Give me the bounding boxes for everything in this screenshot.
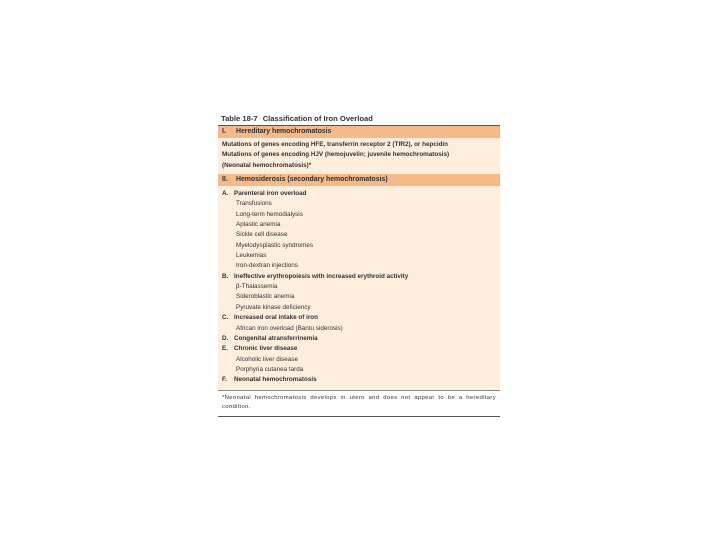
group-item: Iron-dextran injections: [236, 262, 298, 270]
table-caption: Classification of Iron Overload: [262, 114, 373, 123]
section-header-hereditary: [218, 126, 500, 138]
group-title-text: Ineffective erythropoiesis with increased erythroid activity: [234, 272, 409, 280]
group-item: Porphyria cutanea tarda: [236, 365, 304, 373]
group-title-text: Neonatal hemochromatosis: [234, 376, 317, 384]
group-letter: F.: [222, 376, 227, 384]
group-item: Pyruvate kinase deficiency: [236, 303, 311, 311]
group-title: [222, 344, 496, 354]
group-title: [222, 189, 496, 199]
group-item: African iron overload (Bantu siderosis): [236, 324, 343, 332]
table-title: [221, 113, 500, 124]
group-letter: A.: [222, 190, 229, 198]
group-letter: E.: [222, 345, 228, 353]
group-letter: D.: [222, 334, 229, 342]
group-title-text: Chronic liver disease: [234, 345, 298, 353]
table-label: Table 18-7: [221, 114, 258, 123]
section-heading: Hemosiderosis (secondary hemochromatosis): [236, 176, 388, 184]
group-letter: B.: [222, 272, 229, 280]
hereditary-line: Mutations of genes encoding HJV (hemojuvelin; juvenile hemochromatosis): [222, 151, 450, 159]
section-numeral: I.: [222, 128, 226, 135]
group-item: Transfusions: [236, 200, 272, 208]
group-letter: C.: [222, 314, 229, 322]
group-item: Sideroblastic anemia: [236, 293, 295, 301]
group-item: β-Thalassemia: [236, 283, 278, 291]
group-item: Sickle cell disease: [236, 231, 288, 239]
group-title-text: Congenital atransferrinemia: [234, 334, 318, 342]
section-header-hemosiderosis: [218, 174, 500, 186]
bottom-rule: [218, 416, 500, 417]
hereditary-line: (Neonatal hemochromatosis)*: [222, 161, 312, 169]
group-item: Long-term hemodialysis: [236, 210, 303, 218]
hereditary-line: Mutations of genes encoding HFE, transferrin receptor 2 (TfR2), or hepcidin: [222, 141, 449, 148]
group-item: Myelodysplastic syndromes: [236, 241, 313, 249]
section-numeral: II.: [222, 176, 228, 184]
table-footnote: *Neonatal hemochromatosis develops in utero and does not appear to be a hereditary condition.: [218, 390, 500, 414]
iron-overload-table: [218, 113, 500, 417]
group-title: [222, 375, 496, 385]
group-title: [222, 334, 496, 344]
group-title-text: Parenteral iron overload: [234, 190, 307, 198]
group-title-text: Increased oral intake of iron: [234, 314, 318, 322]
group-item: Alcoholic liver disease: [236, 355, 298, 363]
section-heading: Hereditary hemochromatosis: [236, 128, 332, 135]
group-item: Aplastic anemia: [236, 221, 281, 229]
group-title: [222, 313, 496, 323]
section-body-hemosiderosis: [218, 186, 500, 390]
group-title: [222, 272, 496, 282]
section-body-hereditary: [218, 138, 500, 174]
group-item: Leukemias: [236, 252, 267, 260]
